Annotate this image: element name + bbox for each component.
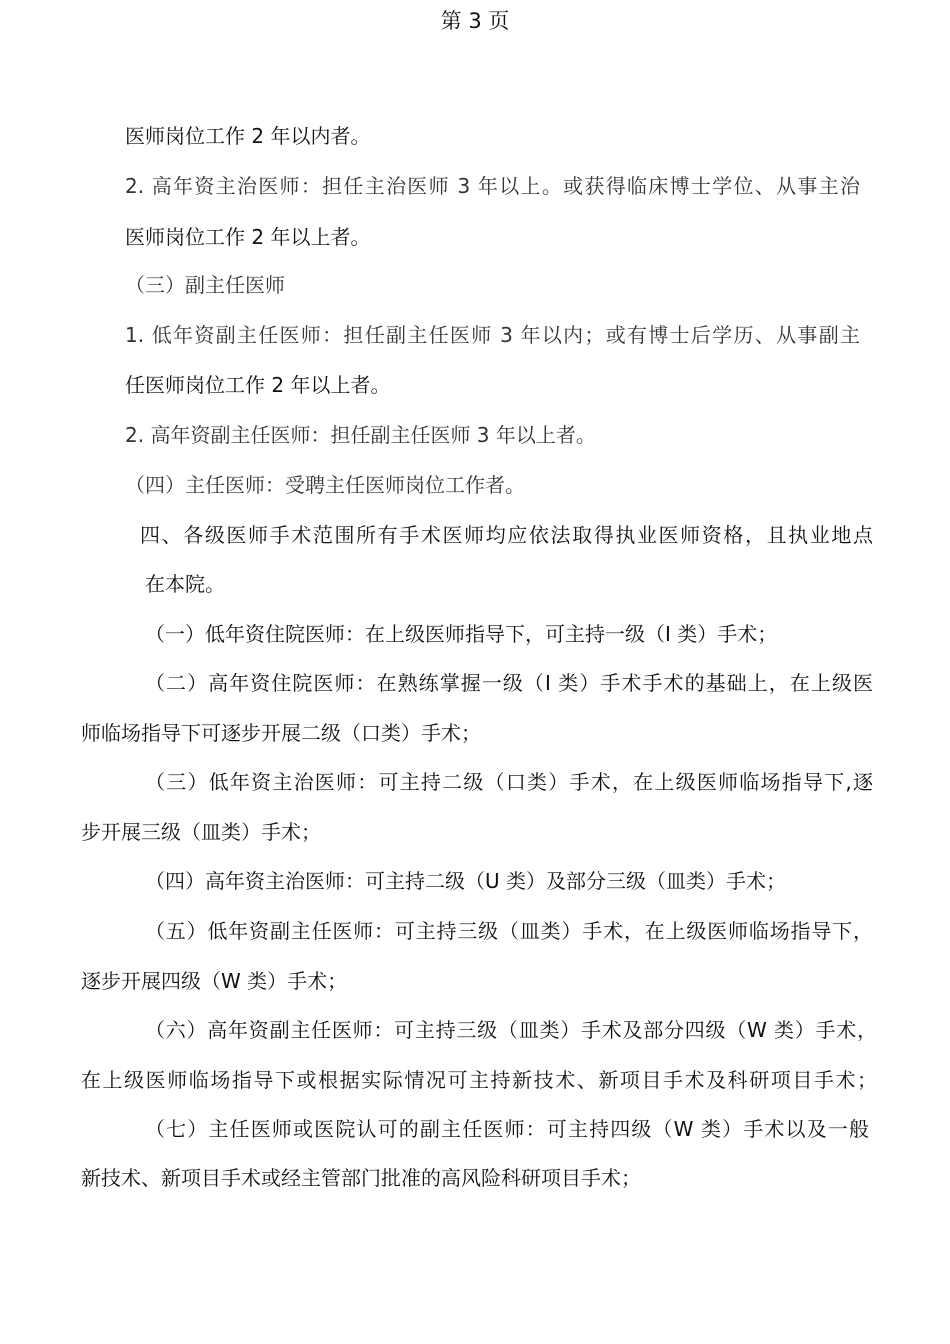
list-item: （四）高年资主治医师：可主持二级（U 类）及部分三级（皿类）手术； [145,869,786,893]
list-item: （五）低年资副主任医师：可主持三级（皿类）手术，在上级医师临场指导下， [145,919,873,943]
text-line: 医师岗位工作 2 年以内者。 [125,124,371,148]
list-item: （一）低年资住院医师：在上级医师指导下，可主持一级（I 类）手术； [145,622,778,646]
text-line: 在本院。 [145,572,225,596]
list-item: （三）低年资主治医师：可主持二级（口类）手术，在上级医师临场指导下,逐 [145,770,873,794]
text-line: 步开展三级（皿类）手术； [81,820,321,844]
list-item: （六）高年资副主任医师：可主持三级（皿类）手术及部分四级（W 类）手术， [145,1018,877,1042]
section-heading: （三）副主任医师 [125,273,285,297]
section-heading: （四）主任医师：受聘主任医师岗位工作者。 [125,473,525,497]
text-line: 2. 高年资主治医师：担任主治医师 3 年以上。或获得临床博士学位、从事主治 [125,174,860,198]
text-line: 2. 高年资副主任医师：担任副主任医师 3 年以上者。 [125,423,596,447]
text-line: 在上级医师临场指导下或根据实际情况可主持新技术、新项目手术及科研项目手术； [81,1068,877,1092]
text-line: 新技术、新项目手术或经主管部门批准的高风险科研项目手术； [81,1166,641,1190]
text-line: 逐步开展四级（W 类）手术； [81,969,348,993]
list-item: （二）高年资住院医师：在熟练掌握一级（I 类）手术手术的基础上，在上级医 [145,671,873,695]
text-line: 1. 低年资副主任医师：担任副主任医师 3 年以内；或有博士后学历、从事副主 [125,323,860,347]
section-heading: 四、各级医师手术范围所有手术医师均应依法取得执业医师资格，且执业地点 [140,523,873,547]
text-line: 医师岗位工作 2 年以上者。 [125,225,371,249]
page-number-header: 第 3 页 [440,9,510,33]
list-item: （七）主任医师或医院认可的副主任医师：可主持四级（W 类）手术以及一般 [145,1117,869,1141]
text-line: 师临场指导下可逐步开展二级（口类）手术； [81,721,481,745]
text-line: 任医师岗位工作 2 年以上者。 [125,373,391,397]
